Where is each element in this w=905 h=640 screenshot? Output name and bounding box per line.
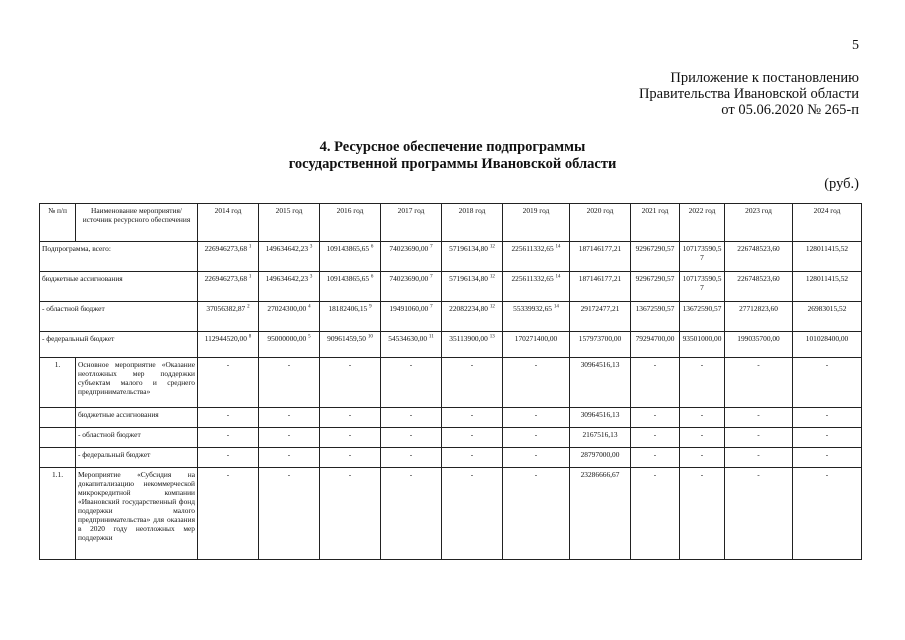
value-cell [680, 428, 725, 448]
cell-value: - [757, 360, 760, 369]
cell-value: - [825, 360, 829, 369]
cell-value: 79294700,00 [635, 334, 675, 343]
value-cell [503, 468, 570, 560]
row-num-cell: 1.1. [40, 468, 76, 560]
value-cell [198, 272, 259, 302]
value-cell [320, 332, 381, 358]
footnote-ref: 3 [309, 244, 313, 250]
value-cell [631, 448, 680, 468]
value-cell [198, 242, 259, 272]
footnote-ref: 4 [308, 304, 311, 310]
cell-value: 109143865,65 [326, 244, 370, 253]
header-year: 2014 год [198, 204, 259, 242]
cell-value: 128011415,52 [805, 244, 849, 253]
footnote-ref: 6 [370, 274, 374, 280]
cell-value: 22082234,80 [449, 304, 488, 313]
cell-value: - [653, 470, 657, 479]
row-name-cell: бюджетные ассигнования [40, 272, 198, 302]
footnote-ref: 5 [308, 334, 311, 340]
table-row [40, 428, 862, 448]
value-cell [680, 358, 725, 408]
cell-value: - [700, 410, 704, 419]
value-cell [570, 302, 631, 332]
value-cell [259, 332, 320, 358]
cell-value: 107173590,57 [682, 274, 722, 292]
page-number: 5 [852, 38, 859, 53]
value-cell [793, 448, 862, 468]
cell-value: 18182406,15 [328, 304, 368, 313]
value-cell [320, 448, 381, 468]
cell-value: - [825, 450, 829, 459]
header-year: 2024 год [793, 204, 862, 242]
row-num-cell: 1. [40, 358, 76, 408]
cell-value: 54534630,00 [388, 334, 428, 343]
value-cell [259, 272, 320, 302]
footnote-ref: 7 [430, 244, 433, 250]
row-name-cell: бюджетные ассигнования [76, 408, 198, 428]
header-year: 2015 год [259, 204, 320, 242]
cell-value: - [409, 410, 413, 419]
cell-value: 27712823,60 [739, 304, 778, 313]
table-row [40, 468, 862, 560]
value-cell [570, 408, 631, 428]
value-cell [320, 242, 381, 272]
value-cell [503, 242, 570, 272]
value-cell [259, 408, 320, 428]
footnote-ref: 1 [248, 244, 252, 250]
cell-value: 28797000,00 [580, 450, 620, 459]
document-title [0, 139, 905, 173]
cell-value: - [700, 450, 704, 459]
cell-value: - [757, 410, 760, 419]
cell-value: - [700, 430, 704, 439]
cell-value: - [287, 470, 291, 479]
row-name-cell: Основное мероприятие «Оказание неотложных мер поддержки субъектам малого и среднего предпринимательства» [76, 358, 198, 408]
value-cell [503, 272, 570, 302]
value-cell [381, 358, 442, 408]
cell-value: - [226, 430, 230, 439]
value-cell [793, 272, 862, 302]
cell-value: - [534, 410, 538, 419]
footnote-ref: 12 [489, 274, 495, 280]
row-name-cell: - областной бюджет [40, 302, 198, 332]
cell-value: - [226, 470, 230, 479]
cell-value: - [409, 470, 413, 479]
cell-value: - [287, 430, 291, 439]
table-row [40, 242, 862, 272]
value-cell [320, 428, 381, 448]
title-line-2: государственной программы Ивановской области [288, 156, 617, 172]
cell-value: - [348, 360, 352, 369]
value-cell [570, 428, 631, 448]
value-cell [442, 428, 503, 448]
value-cell [259, 428, 320, 448]
cell-value: - [534, 430, 538, 439]
value-cell [631, 302, 680, 332]
footnote-ref: 14 [553, 304, 559, 310]
cell-value: 112944520,00 [204, 334, 247, 343]
value-cell [725, 448, 793, 468]
row-name-cell: - федеральный бюджет [40, 332, 198, 358]
value-cell [198, 332, 259, 358]
value-cell [198, 448, 259, 468]
value-cell [259, 358, 320, 408]
cell-value: - [348, 470, 352, 479]
cell-value: - [534, 470, 538, 479]
value-cell [793, 358, 862, 408]
cell-value: 57196134,80 [449, 244, 488, 253]
value-cell [381, 302, 442, 332]
value-cell [725, 428, 793, 448]
cell-value: 101028400,00 [805, 334, 849, 343]
row-name-cell: - областной бюджет [76, 428, 198, 448]
value-cell [320, 468, 381, 560]
header-year: 2023 год [725, 204, 793, 242]
value-cell [631, 468, 680, 560]
value-cell [381, 272, 442, 302]
value-cell [442, 332, 503, 358]
appendix-line-2: Правительства Ивановской области [638, 86, 859, 102]
value-cell [631, 332, 680, 358]
value-cell [198, 358, 259, 408]
title-line-1: 4. Ресурсное обеспечение подпрограммы [319, 139, 586, 155]
value-cell [442, 468, 503, 560]
cell-value: 226946273,68 [204, 244, 248, 253]
value-cell [631, 358, 680, 408]
value-cell [570, 272, 631, 302]
footnote-ref: 11 [428, 334, 434, 340]
row-num-cell [40, 448, 76, 468]
value-cell [503, 332, 570, 358]
cell-value: - [287, 410, 291, 419]
cell-value: 35113900,00 [449, 334, 488, 343]
appendix-line-1: Приложение к постановлению [670, 70, 859, 86]
value-cell [259, 448, 320, 468]
cell-value: - [653, 450, 657, 459]
value-cell [570, 332, 631, 358]
cell-value: - [470, 410, 474, 419]
value-cell [725, 358, 793, 408]
value-cell [725, 242, 793, 272]
cell-value: - [653, 360, 657, 369]
appendix-note [639, 70, 859, 118]
cell-value: - [470, 430, 474, 439]
value-cell [381, 332, 442, 358]
header-num: № п/п [40, 204, 76, 242]
value-cell [793, 468, 862, 560]
cell-value: 74023690,00 [389, 274, 429, 283]
table-row [40, 358, 862, 408]
value-cell [320, 302, 381, 332]
row-name-cell: Мероприятие «Субсидия на докапитализацию некоммерческой микрокредитной компании «Ивановский государственный фонд поддержки малого предпринимательства» для оказания в 2020 году неотложных мер поддержки [76, 468, 198, 560]
cell-value: 37056382,87 [206, 304, 246, 313]
footnote-ref: 14 [555, 274, 561, 280]
row-num-cell [40, 428, 76, 448]
header-year: 2020 год [570, 204, 631, 242]
cell-value: 30964516,13 [580, 360, 620, 369]
table-row [40, 272, 862, 302]
cell-value: - [287, 450, 291, 459]
cell-value: 157973700,00 [578, 334, 622, 343]
cell-value: 92967290,57 [635, 244, 675, 253]
footnote-ref: 12 [489, 244, 495, 250]
row-name-cell: Подпрограмма, всего: [40, 242, 198, 272]
value-cell [198, 408, 259, 428]
cell-value: 225611332,65 [511, 274, 554, 283]
cell-value: - [534, 450, 538, 459]
cell-value: - [757, 450, 760, 459]
cell-value: - [348, 430, 352, 439]
cell-value: - [470, 450, 474, 459]
header-name: Наименование мероприятия/источник ресурсного обеспечения [76, 204, 198, 242]
cell-value: 199035700,00 [737, 334, 780, 343]
footnote-ref: 8 [248, 334, 252, 340]
value-cell [198, 468, 259, 560]
footnote-ref: 1 [248, 274, 252, 280]
footnote-ref: 6 [370, 244, 374, 250]
cell-value: - [700, 360, 704, 369]
value-cell [631, 408, 680, 428]
value-cell [259, 468, 320, 560]
cell-value: - [700, 470, 704, 479]
value-cell [680, 408, 725, 428]
value-cell [442, 302, 503, 332]
cell-value: - [226, 410, 230, 419]
value-cell [259, 302, 320, 332]
value-cell [725, 302, 793, 332]
value-cell [320, 408, 381, 428]
value-cell [381, 428, 442, 448]
cell-value: - [409, 360, 413, 369]
cell-value: - [534, 360, 538, 369]
value-cell [725, 468, 793, 560]
value-cell [680, 272, 725, 302]
value-cell [320, 358, 381, 408]
value-cell [320, 272, 381, 302]
cell-value: 107173590,57 [682, 244, 722, 262]
value-cell [680, 332, 725, 358]
cell-value: 57196134,80 [449, 274, 488, 283]
cell-value: - [287, 360, 291, 369]
cell-value: 13672590,57 [682, 304, 722, 313]
value-cell [503, 428, 570, 448]
value-cell [793, 408, 862, 428]
header-year: 2016 год [320, 204, 381, 242]
cell-value: 109143865,65 [326, 274, 370, 283]
value-cell [259, 242, 320, 272]
cell-value: 2167516,13 [582, 430, 618, 439]
value-cell [442, 408, 503, 428]
value-cell [381, 242, 442, 272]
cell-value: - [348, 410, 352, 419]
value-cell [442, 448, 503, 468]
cell-value: 226748523,60 [737, 274, 780, 283]
cell-value: - [409, 430, 413, 439]
footnote-ref: 7 [430, 304, 433, 310]
cell-value: - [470, 360, 474, 369]
cell-value: 90961459,50 [327, 334, 366, 343]
currency-unit: (руб.) [824, 176, 859, 192]
cell-value: - [226, 450, 230, 459]
value-cell [680, 448, 725, 468]
value-cell [570, 242, 631, 272]
cell-value: 95000000,00 [267, 334, 307, 343]
footnote-ref: 14 [555, 244, 561, 250]
header-year: 2017 год [381, 204, 442, 242]
cell-value: - [348, 450, 352, 459]
value-cell [680, 468, 725, 560]
cell-value: 23286666,67 [580, 470, 620, 479]
value-cell [503, 448, 570, 468]
value-cell [198, 302, 259, 332]
cell-value: - [825, 470, 829, 479]
value-cell [503, 358, 570, 408]
value-cell [631, 242, 680, 272]
cell-value: 149634642,23 [265, 244, 309, 253]
value-cell [570, 448, 631, 468]
cell-value: - [653, 430, 657, 439]
footnote-ref: 12 [489, 304, 495, 310]
value-cell [381, 448, 442, 468]
table-header-row [40, 204, 862, 242]
cell-value: 93501000,00 [682, 334, 722, 343]
cell-value: - [825, 430, 829, 439]
header-year: 2018 год [442, 204, 503, 242]
cell-value: 187146177,21 [578, 274, 622, 283]
cell-value: 128011415,52 [805, 274, 849, 283]
table-row [40, 408, 862, 428]
cell-value: 55339932,65 [513, 304, 552, 313]
table-row [40, 448, 862, 468]
cell-value: - [226, 360, 230, 369]
cell-value: 19491060,00 [389, 304, 429, 313]
value-cell [793, 332, 862, 358]
row-name-cell: - федеральный бюджет [76, 448, 198, 468]
cell-value: 187146177,21 [578, 244, 622, 253]
cell-value: 13672590,57 [635, 304, 675, 313]
value-cell [631, 272, 680, 302]
header-year: 2022 год [680, 204, 725, 242]
footnote-ref: 13 [489, 334, 495, 340]
cell-value: 170271400,00 [514, 334, 558, 343]
value-cell [442, 242, 503, 272]
footnote-ref: 10 [367, 334, 373, 340]
footnote-ref: 2 [247, 304, 250, 310]
cell-value: - [470, 470, 474, 479]
value-cell [381, 408, 442, 428]
table-row [40, 332, 862, 358]
value-cell [570, 358, 631, 408]
value-cell [793, 428, 862, 448]
value-cell [442, 358, 503, 408]
value-cell [793, 242, 862, 272]
value-cell [381, 468, 442, 560]
cell-value: - [757, 430, 760, 439]
value-cell [631, 428, 680, 448]
cell-value: 226748523,60 [737, 244, 780, 253]
table-body [40, 242, 862, 560]
footnote-ref: 7 [430, 274, 433, 280]
cell-value: - [825, 410, 829, 419]
footnote-ref: 9 [369, 304, 372, 310]
value-cell [503, 302, 570, 332]
appendix-line-3: от 05.06.2020 № 265-п [721, 102, 859, 118]
value-cell [570, 468, 631, 560]
resource-table [39, 203, 862, 560]
cell-value: 30964516,13 [580, 410, 620, 419]
value-cell [442, 272, 503, 302]
value-cell [793, 302, 862, 332]
value-cell [503, 408, 570, 428]
cell-value: 29172477,21 [580, 304, 620, 313]
value-cell [725, 408, 793, 428]
footnote-ref: 3 [309, 274, 313, 280]
value-cell [725, 332, 793, 358]
cell-value: - [409, 450, 413, 459]
header-year: 2021 год [631, 204, 680, 242]
cell-value: 74023690,00 [389, 244, 429, 253]
value-cell [680, 242, 725, 272]
table-row [40, 302, 862, 332]
row-num-cell [40, 408, 76, 428]
cell-value: 149634642,23 [265, 274, 309, 283]
value-cell [198, 428, 259, 448]
cell-value: - [757, 470, 760, 479]
header-year: 2019 год [503, 204, 570, 242]
cell-value: 225611332,65 [511, 244, 554, 253]
value-cell [680, 302, 725, 332]
cell-value: 26983015,52 [807, 304, 847, 313]
value-cell [725, 272, 793, 302]
cell-value: - [653, 410, 657, 419]
cell-value: 92967290,57 [635, 274, 675, 283]
cell-value: 27024300,00 [267, 304, 307, 313]
cell-value: 226946273,68 [204, 274, 248, 283]
